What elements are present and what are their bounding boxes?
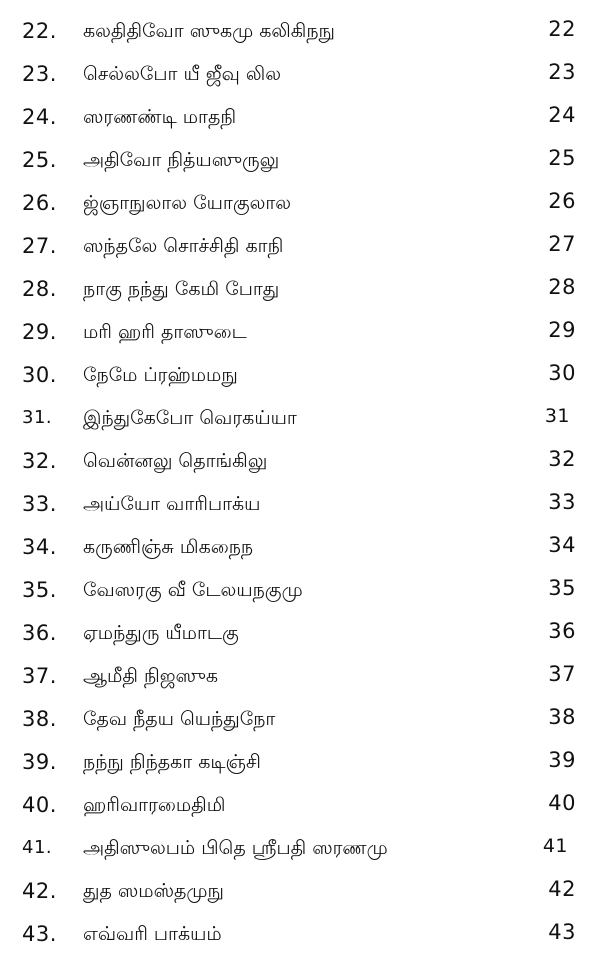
entry-number: 26.	[22, 191, 57, 215]
entry-title: ஸரணண்டி மாதநி	[83, 106, 237, 128]
entry-title: நாகு நந்து கேமி போது	[83, 278, 280, 300]
entry-title: ஹரிவாரமைதிமி	[83, 794, 226, 816]
entry-page: 35	[548, 576, 576, 600]
toc-entry	[0, 54, 600, 97]
entry-page: 41	[542, 835, 568, 857]
toc-entry	[0, 11, 600, 54]
entry-number: 33.	[22, 492, 57, 516]
entry-title: நேமே ப்ரஹ்மமநு	[83, 364, 238, 386]
entry-page: 39	[548, 748, 576, 772]
entry-page: 22	[548, 17, 576, 41]
toc-entry	[0, 828, 600, 871]
entry-title: அதிவோ நித்யஸுருலு	[83, 149, 280, 171]
toc-entry	[0, 785, 600, 828]
entry-number: 23.	[22, 62, 57, 86]
entry-title: தேவ நீதய யெந்துநோ	[83, 708, 276, 730]
entry-number: 35.	[22, 578, 57, 602]
entry-page: 33	[548, 490, 576, 514]
entry-title: செல்லபோ யீ ஜீவு லில	[83, 63, 282, 85]
toc-entry	[0, 355, 600, 398]
entry-title: துத ஸமஸ்தமுநு	[83, 880, 224, 902]
entry-page: 37	[548, 662, 576, 686]
toc-entry	[0, 441, 600, 484]
entry-page: 43	[548, 920, 576, 944]
toc-entry	[0, 871, 600, 914]
entry-page: 38	[548, 705, 576, 729]
entry-number: 30.	[22, 363, 57, 387]
entry-title: எவ்வரி பாக்யம்	[83, 923, 222, 945]
entry-page: 31	[544, 405, 570, 427]
toc-entry	[0, 269, 600, 312]
entry-number: 43.	[22, 922, 57, 946]
entry-number: 34.	[22, 535, 57, 559]
toc-entry	[0, 699, 600, 742]
entry-title: இந்துகேபோ வெரகய்யா	[83, 407, 297, 429]
toc-entry	[0, 183, 600, 226]
entry-number: 27.	[22, 234, 57, 258]
entry-number: 39.	[22, 750, 57, 774]
toc-entry	[0, 527, 600, 570]
entry-page: 29	[548, 318, 576, 342]
entry-title: ஆமீதி நிஜஸுக	[83, 665, 218, 687]
toc-entry	[0, 484, 600, 527]
entry-page: 30	[548, 361, 576, 385]
entry-title: கருணிஞ்சு மிகநைந	[83, 536, 254, 558]
entry-title: மரி ஹரி தாஸுடை	[83, 321, 247, 343]
toc-entry	[0, 613, 600, 656]
entry-page: 25	[548, 146, 576, 170]
toc-entry	[0, 398, 600, 441]
toc-entry	[0, 312, 600, 355]
toc-entry	[0, 914, 600, 957]
entry-title: கலதிதிவோ ஸுகமு கலிகிநநு	[83, 20, 335, 42]
toc-entry	[0, 742, 600, 785]
entry-title: நந்நு நிந்தகா கடிஞ்சி	[83, 751, 261, 773]
entry-number: 42.	[22, 879, 57, 903]
entry-number: 38.	[22, 707, 57, 731]
entry-number: 36.	[22, 621, 57, 645]
entry-number: 22.	[22, 19, 57, 43]
entry-page: 24	[548, 103, 576, 127]
entry-page: 26	[548, 189, 576, 213]
entry-number: 32.	[22, 449, 57, 473]
toc-entry	[0, 656, 600, 699]
entry-page: 40	[548, 791, 576, 815]
entry-number: 40.	[22, 793, 57, 817]
entry-number: 41.	[22, 837, 53, 858]
entry-title: அதிஸுலபம் பிதெ ஸ்ரீபதி ஸரணமு	[83, 837, 388, 859]
entry-title: ஏமந்துரு யீமாடகு	[83, 622, 239, 644]
toc-entry	[0, 226, 600, 269]
entry-number: 37.	[22, 664, 57, 688]
entry-title: ஸந்தலே சொச்சிதி காநி	[83, 235, 284, 257]
entry-page: 23	[548, 60, 576, 84]
entry-title: வென்னலு தொங்கிலு	[83, 450, 268, 472]
entry-number: 29.	[22, 320, 57, 344]
entry-title: அய்யோ வாரிபாக்ய	[83, 493, 261, 515]
entry-page: 27	[548, 232, 576, 256]
entry-number: 28.	[22, 277, 57, 301]
toc-entry	[0, 140, 600, 183]
toc-entry	[0, 570, 600, 613]
entry-title: ஜ்ஞாநுலால யோகுலால	[83, 192, 292, 214]
entry-page: 28	[548, 275, 576, 299]
entry-page: 34	[548, 533, 576, 557]
entry-page: 32	[548, 447, 576, 471]
entry-number: 25.	[22, 148, 57, 172]
entry-number: 31.	[22, 407, 53, 428]
toc-entry	[0, 97, 600, 140]
entry-page: 42	[548, 877, 576, 901]
entry-title: வேஸரகு வீ டேலயநகுமு	[83, 579, 303, 601]
entry-number: 24.	[22, 105, 57, 129]
entry-page: 36	[548, 619, 576, 643]
